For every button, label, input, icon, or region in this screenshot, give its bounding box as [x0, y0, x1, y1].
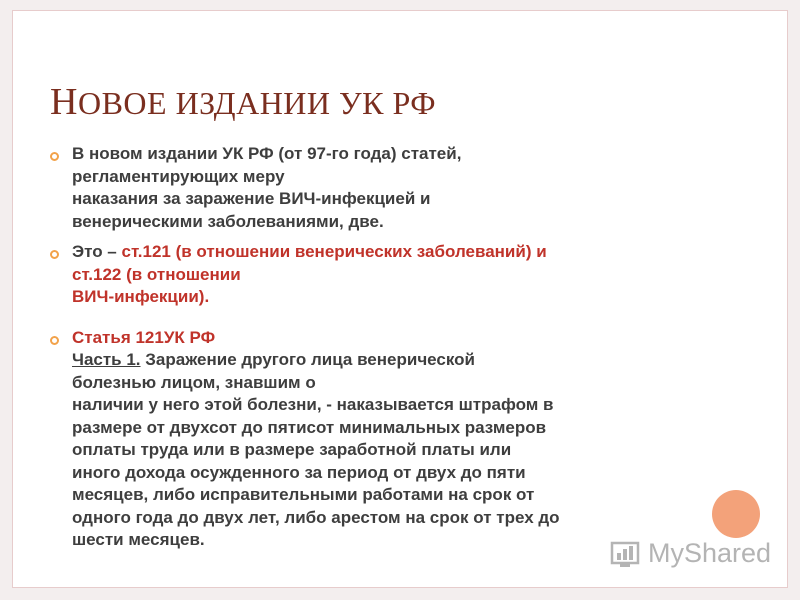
text-line: месяцев, либо исправительными работами на срок от	[72, 485, 535, 504]
title-initial: Н	[50, 81, 78, 123]
text-line: венерическими заболеваниями, две.	[72, 211, 384, 231]
text-line: регламентирующих меру	[72, 166, 285, 186]
text-line: В новом издании УК РФ (от 97-го года) статей,	[72, 144, 462, 163]
article-heading: Статья 121УК РФ	[72, 327, 216, 347]
bullet-marker	[50, 250, 59, 259]
bullet-marker	[50, 336, 59, 345]
text-run: Заражение другого лица венерической	[140, 350, 475, 369]
text-line: одного года до двух лет, либо арестом на срок от трех до	[72, 507, 560, 527]
text-line: ст.122 (в отношении	[72, 264, 241, 284]
part-label: Часть 1.	[72, 350, 141, 369]
slide-content	[50, 143, 690, 560]
text-line: ВИЧ-инфекции).	[72, 287, 210, 306]
text-line	[72, 241, 690, 264]
bullet-marker	[50, 152, 59, 161]
bullet-item-article-121	[50, 327, 690, 552]
lead-text: Это –	[72, 242, 122, 261]
red-text: ст.121 (в отношении венерических заболеваний) и	[121, 242, 547, 261]
decorative-circle	[712, 490, 760, 538]
text-line: размере от двухсот до пятисот минимальных размеров	[72, 417, 547, 437]
text-line: шести месяцев.	[72, 530, 205, 549]
bullet-item-count	[50, 143, 690, 233]
text-line: наказания за заражение ВИЧ-инфекцией и	[72, 189, 431, 208]
watermark-text: MyShared	[648, 538, 772, 568]
text-line: иного дохода осужденного за период от двух до пяти	[72, 462, 526, 482]
title-rest: ОВОЕ ИЗДАНИИ УК РФ	[77, 85, 437, 121]
bullet-item-articles	[50, 241, 690, 309]
text-line: болезнью лицом, знавшим о	[72, 372, 316, 392]
slide-title	[50, 82, 436, 123]
myshared-watermark	[610, 538, 771, 569]
text-line: оплаты труда или в размере заработной платы или	[72, 440, 512, 459]
text-line: наличии у него этой болезни, - наказывается штрафом в	[72, 395, 554, 414]
myshared-logo-icon	[610, 539, 644, 569]
text-line	[72, 349, 690, 372]
